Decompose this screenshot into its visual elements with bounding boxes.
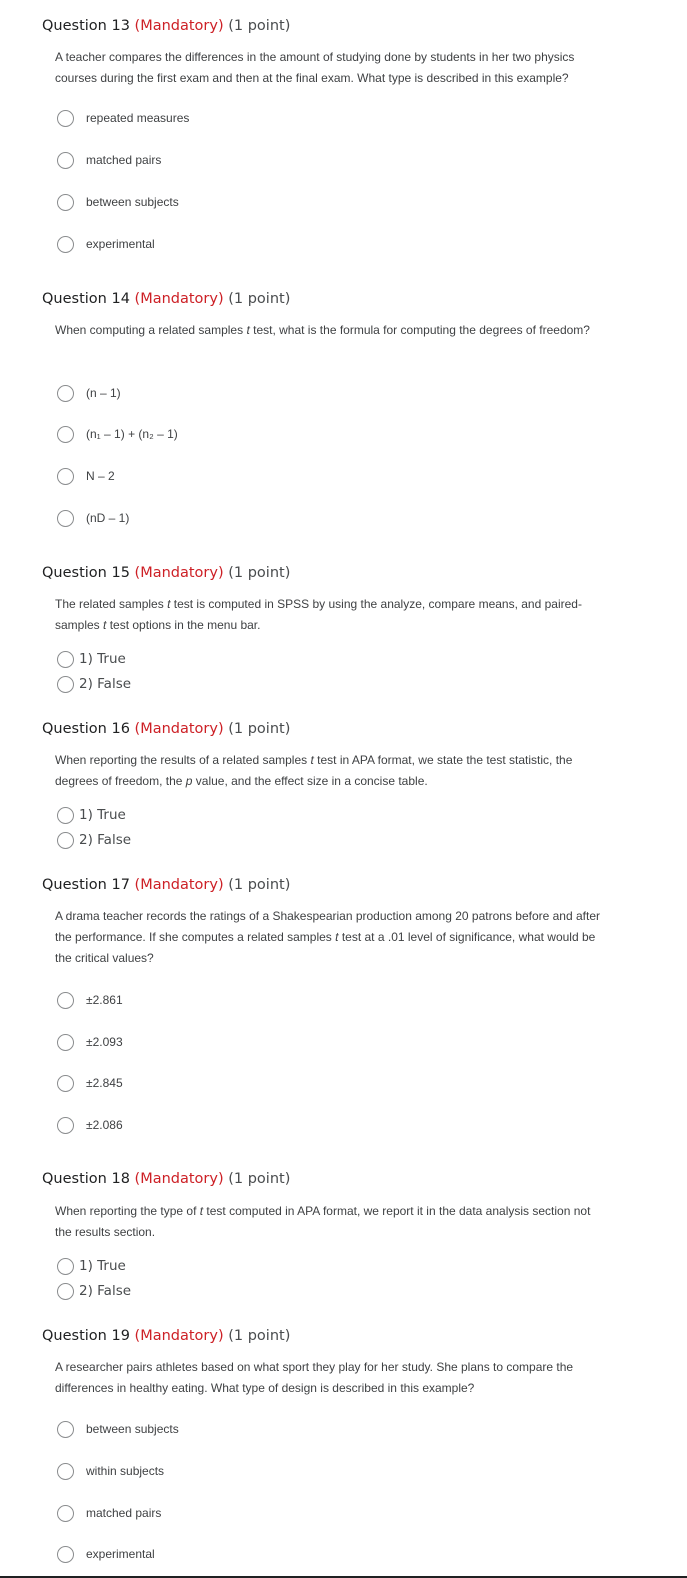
radio-button[interactable] — [57, 1034, 74, 1051]
text-part: test at a .01 level of significance, what would be the critical values? — [55, 930, 596, 965]
option-label: matched pairs — [86, 1506, 162, 1520]
question-number: Question 18 — [42, 1171, 130, 1187]
radio-button[interactable] — [57, 1117, 74, 1134]
question-14-text — [55, 320, 615, 341]
mandatory-label: (Mandatory) — [134, 1328, 224, 1344]
question-14-header — [42, 291, 290, 307]
question-number: Question 17 — [42, 877, 130, 893]
question-13-option-4[interactable] — [57, 234, 155, 254]
points-label: (1 point) — [228, 291, 291, 307]
option-label: matched pairs — [86, 153, 162, 167]
question-17-option-3[interactable] — [57, 1073, 123, 1093]
question-18-text — [55, 1201, 600, 1243]
question-17-option-1[interactable] — [57, 990, 123, 1010]
mandatory-label: (Mandatory) — [134, 291, 224, 307]
radio-button[interactable] — [57, 1258, 74, 1275]
radio-button[interactable] — [57, 832, 74, 849]
text-part: value, and the effect size in a concise table. — [192, 774, 428, 788]
option-label: 2) False — [79, 832, 132, 848]
question-13-option-2[interactable] — [57, 150, 161, 170]
radio-button[interactable] — [57, 510, 74, 527]
radio-button[interactable] — [57, 236, 74, 253]
question-14-option-2[interactable] — [57, 424, 178, 444]
italic-variable: t — [103, 618, 107, 632]
question-16-option-true[interactable] — [57, 805, 126, 825]
radio-button[interactable] — [57, 1283, 74, 1300]
points-label: (1 point) — [228, 721, 291, 737]
option-label: ±2.093 — [86, 1035, 123, 1049]
text-part: test computed in APA format, we report it in the data analysis section not the results section. — [55, 1204, 591, 1239]
radio-button[interactable] — [57, 1505, 74, 1522]
question-13-header — [42, 18, 290, 34]
text-part: When reporting the type of — [55, 1204, 200, 1218]
question-number: Question 16 — [42, 721, 130, 737]
question-15-text — [55, 594, 603, 636]
question-number: Question 19 — [42, 1328, 130, 1344]
points-label: (1 point) — [228, 1328, 291, 1344]
option-label: 2) False — [79, 1283, 132, 1299]
question-16-option-false[interactable] — [57, 830, 131, 850]
mandatory-label: (Mandatory) — [134, 721, 224, 737]
option-label: (n – 1) — [86, 386, 121, 400]
option-label: 1) True — [79, 1258, 126, 1274]
option-label: N – 2 — [86, 469, 115, 483]
italic-variable: t — [246, 323, 250, 337]
question-19-header — [42, 1328, 290, 1344]
points-label: (1 point) — [228, 565, 291, 581]
mandatory-label: (Mandatory) — [134, 877, 224, 893]
option-label: 2) False — [79, 676, 132, 692]
question-17-option-4[interactable] — [57, 1115, 123, 1135]
option-label: 1) True — [79, 651, 126, 667]
question-number: Question 15 — [42, 565, 130, 581]
radio-button[interactable] — [57, 807, 74, 824]
italic-variable: p — [185, 774, 193, 788]
mandatory-label: (Mandatory) — [134, 1171, 224, 1187]
radio-button[interactable] — [57, 385, 74, 402]
question-19-option-2[interactable] — [57, 1461, 164, 1481]
text-part: The related samples — [55, 597, 168, 611]
question-18-option-true[interactable] — [57, 1256, 126, 1276]
radio-button[interactable] — [57, 152, 74, 169]
question-19-option-1[interactable] — [57, 1419, 179, 1439]
radio-button[interactable] — [57, 110, 74, 127]
question-19-option-4[interactable] — [57, 1544, 155, 1564]
question-17-header — [42, 877, 290, 893]
question-19-text: A researcher pairs athletes based on what sport they play for her study. She plans to compare the differences in healthy eating. What type of design is described in this example? — [55, 1360, 574, 1395]
option-label: ±2.845 — [86, 1076, 123, 1090]
radio-button[interactable] — [57, 651, 74, 668]
question-15-header — [42, 565, 290, 581]
italic-variable: t — [167, 597, 171, 611]
question-13-text: A teacher compares the differences in the amount of studying done by students in her two physics courses during the first exam and then at the final exam. What type is described in this example? — [55, 50, 575, 85]
text-part: test options in the menu bar. — [106, 618, 261, 632]
question-14-option-4[interactable] — [57, 508, 129, 528]
option-label: 1) True — [79, 807, 126, 823]
points-label: (1 point) — [228, 18, 291, 34]
option-label: (n₁ – 1) + (n₂ – 1) — [86, 427, 178, 441]
italic-variable: t — [199, 1204, 204, 1218]
radio-button[interactable] — [57, 992, 74, 1009]
option-label: repeated measures — [86, 111, 190, 125]
radio-button[interactable] — [57, 426, 74, 443]
question-15-option-false[interactable] — [57, 674, 131, 694]
option-label: between subjects — [86, 1422, 179, 1436]
question-19-option-3[interactable] — [57, 1503, 161, 1523]
question-number: Question 14 — [42, 291, 130, 307]
option-label: between subjects — [86, 195, 179, 209]
question-15-option-true[interactable] — [57, 649, 126, 669]
option-label: (nD – 1) — [86, 511, 130, 525]
text-part: test is computed in SPSS by using the analyze, compare means, and paired-samples — [55, 597, 582, 632]
radio-button[interactable] — [57, 1546, 74, 1563]
question-14-option-3[interactable] — [57, 466, 115, 486]
option-label: experimental — [86, 237, 155, 251]
question-17-option-2[interactable] — [57, 1032, 123, 1052]
question-18-option-false[interactable] — [57, 1281, 131, 1301]
question-number: Question 13 — [42, 18, 130, 34]
radio-button[interactable] — [57, 194, 74, 211]
question-18-header — [42, 1171, 290, 1187]
points-label: (1 point) — [228, 1171, 291, 1187]
italic-variable: t — [335, 930, 339, 944]
italic-variable: t — [310, 753, 314, 767]
question-14-option-1[interactable] — [57, 383, 121, 403]
text-part: test, what is the formula for computing the degrees of freedom? — [249, 323, 590, 337]
question-17-text — [55, 906, 615, 969]
points-label: (1 point) — [228, 877, 291, 893]
radio-button[interactable] — [57, 468, 74, 485]
mandatory-label: (Mandatory) — [134, 565, 224, 581]
radio-button[interactable] — [57, 1421, 74, 1438]
option-label: within subjects — [86, 1464, 165, 1478]
mandatory-label: (Mandatory) — [134, 18, 224, 34]
question-16-header — [42, 721, 290, 737]
text-part: A drama teacher records the ratings of a Shakespearian production among 20 patrons before and after the performance. If she computes a related samples — [55, 909, 601, 944]
option-label: ±2.086 — [86, 1118, 123, 1132]
radio-button[interactable] — [57, 1463, 74, 1480]
option-label: ±2.861 — [86, 993, 123, 1007]
text-part: When computing a related samples — [55, 323, 247, 337]
radio-button[interactable] — [57, 1075, 74, 1092]
text-part: test in APA format, we state the test statistic, the degrees of freedom, the — [55, 753, 573, 788]
question-13-option-3[interactable] — [57, 192, 179, 212]
question-16-text — [55, 750, 615, 792]
radio-button[interactable] — [57, 676, 74, 693]
option-label: experimental — [86, 1547, 155, 1561]
question-13-option-1[interactable] — [57, 108, 189, 128]
text-part: When reporting the results of a related samples — [55, 753, 311, 767]
